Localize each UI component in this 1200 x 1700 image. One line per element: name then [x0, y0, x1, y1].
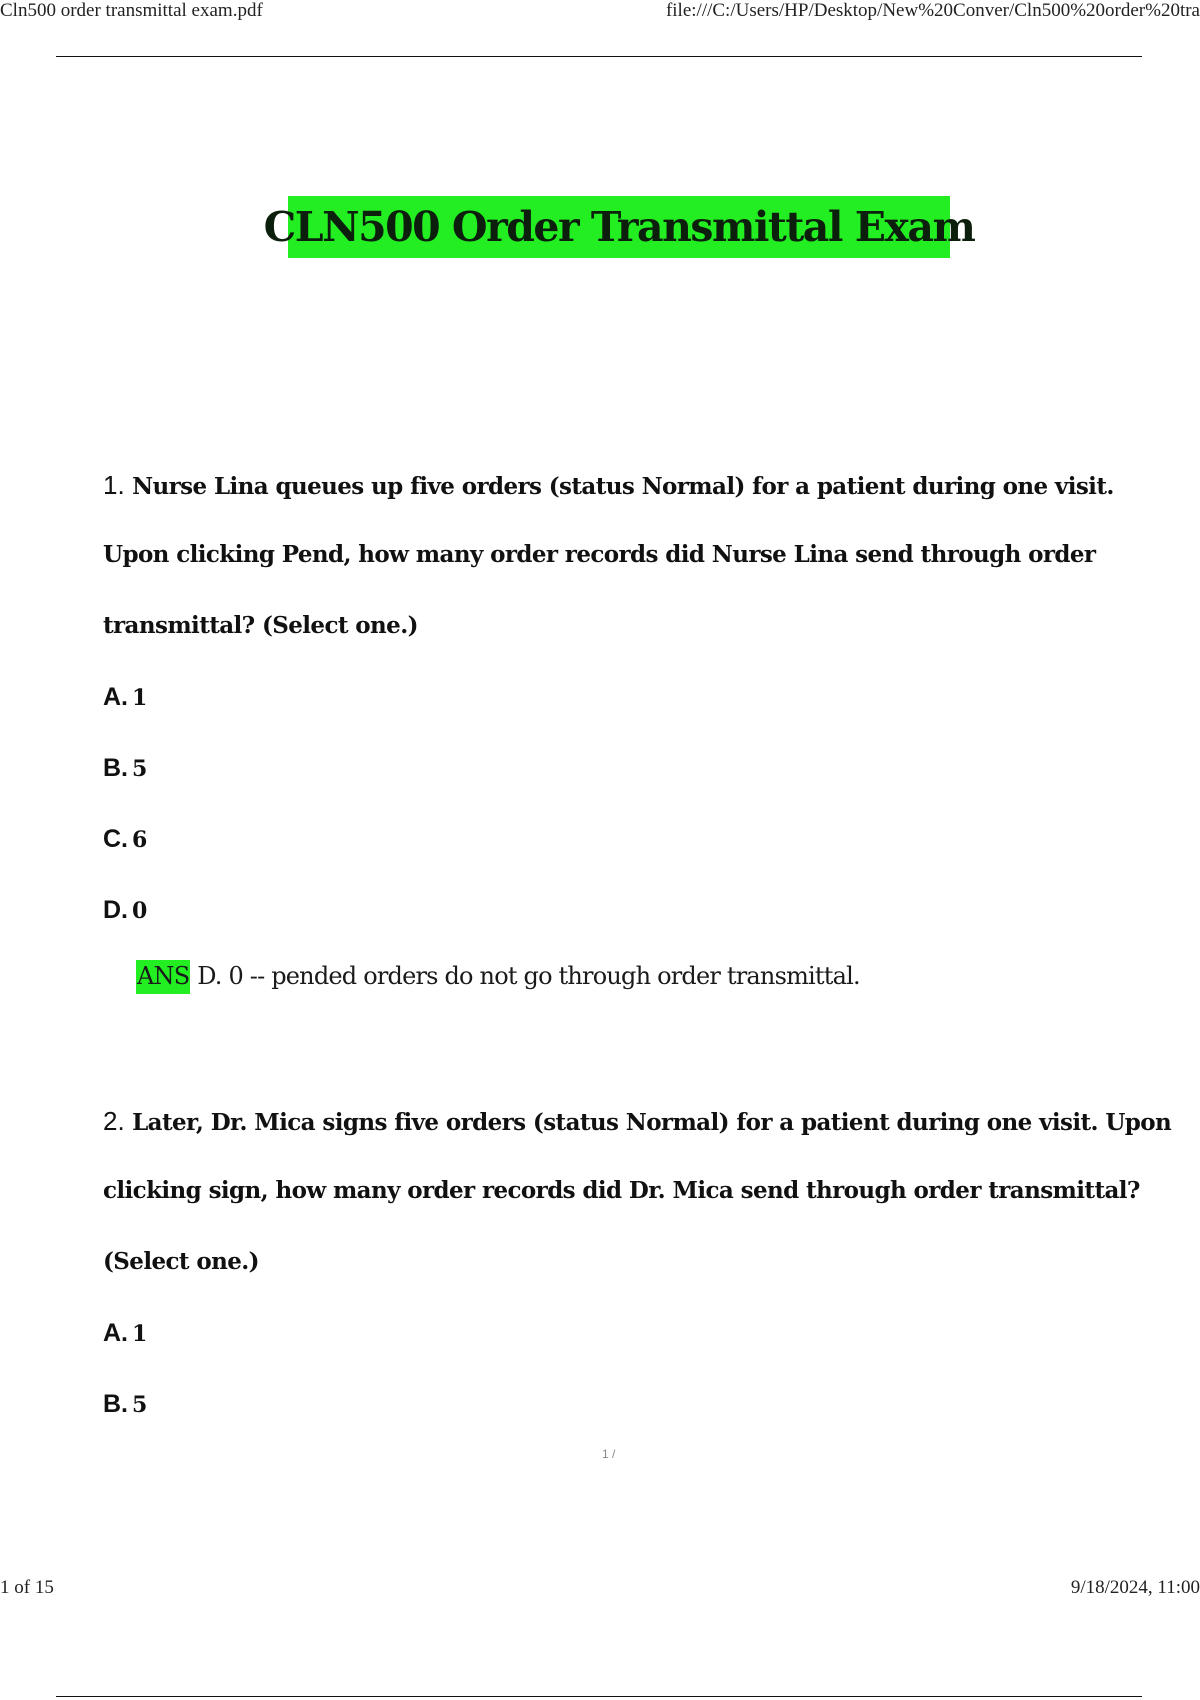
- question-2-option-a: [103, 1319, 147, 1348]
- question-1-answer: [136, 962, 860, 990]
- question-2-line-1: [103, 1106, 1171, 1137]
- question-1-line-2: Upon clicking Pend, how many order records did Nurse Lina send through order: [103, 541, 1096, 568]
- option-letter: B.: [103, 1390, 128, 1418]
- option-value: 0: [132, 898, 148, 924]
- title-highlight: [263, 196, 975, 258]
- option-value: 1: [132, 685, 148, 711]
- option-value: 1: [132, 1321, 148, 1347]
- option-letter: D.: [103, 896, 128, 924]
- question-1-option-c: [103, 825, 147, 854]
- file-url: file:///C:/Users/HP/Desktop/New%20Conver/Cln500%20order%20tra: [665, 0, 1200, 21]
- pdf-filename: Cln500 order transmittal exam.pdf: [0, 0, 263, 21]
- question-text: Later, Dr. Mica signs five orders (status Normal) for a patient during one visit. Upon: [132, 1109, 1172, 1136]
- question-number: 1.: [103, 470, 125, 500]
- option-letter: A.: [103, 1319, 128, 1347]
- answer-text: D. 0 -- pended orders do not go through order transmittal.: [197, 962, 860, 990]
- option-letter: A.: [103, 683, 128, 711]
- header-rule: [56, 56, 1142, 57]
- question-1-option-a: [103, 683, 147, 712]
- question-2-option-b: [103, 1390, 147, 1419]
- question-2-line-3: (Select one.): [103, 1248, 259, 1275]
- print-datetime: 9/18/2024, 11:00: [1070, 1577, 1200, 1598]
- footer-rule: [56, 1696, 1142, 1697]
- question-1-option-d: [103, 896, 147, 925]
- page-count: 1 of 15: [0, 1577, 54, 1598]
- option-letter: C.: [103, 825, 128, 853]
- question-2-line-2: clicking sign, how many order records did Dr. Mica send through order transmittal?: [103, 1177, 1140, 1204]
- option-value: 5: [132, 1392, 148, 1418]
- question-1-option-b: [103, 754, 147, 783]
- option-value: 5: [132, 756, 148, 782]
- question-1-line-3: transmittal? (Select one.): [103, 612, 418, 639]
- page-mark: 1 /: [602, 1447, 616, 1461]
- question-1-line-1: [103, 470, 1114, 501]
- question-number: 2.: [103, 1106, 125, 1136]
- option-value: 6: [132, 827, 148, 853]
- answer-tag: ANS: [136, 960, 190, 994]
- question-text: Nurse Lina queues up five orders (status Normal) for a patient during one visit.: [132, 473, 1114, 500]
- document-title: CLN500 Order Transmittal Exam: [263, 203, 975, 251]
- option-letter: B.: [103, 754, 128, 782]
